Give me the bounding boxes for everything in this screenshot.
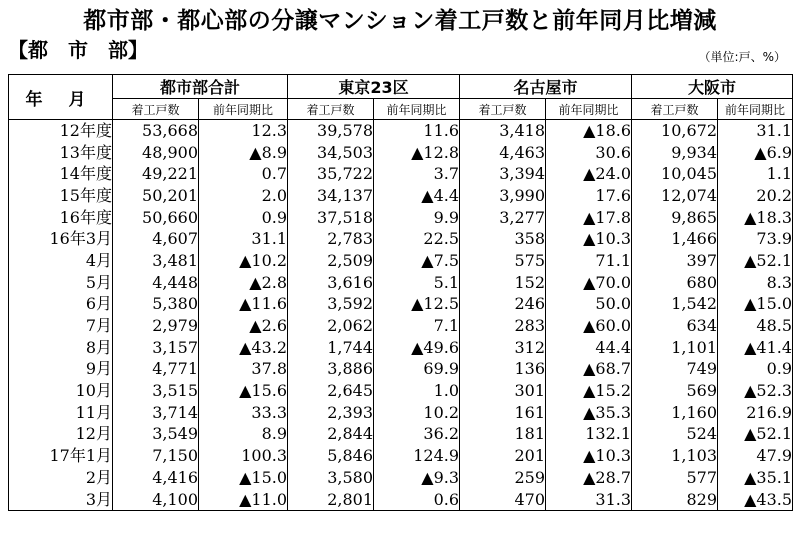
yoy-cell: 12.3 [199, 120, 288, 142]
year-month-header: 年 月 [9, 75, 113, 120]
period-cell: 15年度 [9, 185, 113, 207]
starts-cell: 3,616 [288, 272, 374, 294]
starts-cell: 829 [632, 489, 718, 511]
yoy-cell: 33.3 [199, 402, 288, 424]
table-row [9, 142, 793, 164]
starts-cell: 3,580 [288, 467, 374, 489]
yoy-cell: ▲35.1 [718, 467, 793, 489]
yoy-cell: ▲2.8 [199, 272, 288, 294]
period-cell: 11月 [9, 402, 113, 424]
yoy-cell: 50.0 [546, 294, 632, 316]
table-row [9, 250, 793, 272]
yoy-cell: ▲68.7 [546, 359, 632, 381]
starts-cell: 524 [632, 424, 718, 446]
yoy-cell: ▲4.4 [374, 185, 460, 207]
yoy-cell: ▲15.2 [546, 380, 632, 402]
yoy-cell: ▲12.5 [374, 294, 460, 316]
period-cell: 5月 [9, 272, 113, 294]
yoy-cell: 216.9 [718, 402, 793, 424]
yoy-cell: ▲11.0 [199, 489, 288, 511]
starts-cell: 3,886 [288, 359, 374, 381]
yoy-cell: 20.2 [718, 185, 793, 207]
yoy-cell: ▲15.6 [199, 380, 288, 402]
yoy-cell: ▲10.3 [546, 445, 632, 467]
group-header-tokyo23: 東京23区 [288, 75, 460, 99]
subheader-yoy: 前年同期比 [546, 99, 632, 120]
period-cell: 6月 [9, 294, 113, 316]
yoy-cell: 31.3 [546, 489, 632, 511]
period-cell: 13年度 [9, 142, 113, 164]
starts-cell: 2,062 [288, 315, 374, 337]
yoy-cell: ▲43.5 [718, 489, 793, 511]
starts-cell: 2,783 [288, 228, 374, 250]
starts-cell: 246 [460, 294, 546, 316]
yoy-cell: 0.9 [199, 207, 288, 229]
table-row [9, 185, 793, 207]
yoy-cell: ▲35.3 [546, 402, 632, 424]
period-cell: 10月 [9, 380, 113, 402]
starts-cell: 577 [632, 467, 718, 489]
starts-cell: 2,979 [113, 315, 199, 337]
yoy-cell: ▲43.2 [199, 337, 288, 359]
starts-cell: 680 [632, 272, 718, 294]
yoy-cell: 11.6 [374, 120, 460, 142]
yoy-cell: ▲7.5 [374, 250, 460, 272]
yoy-cell: 100.3 [199, 445, 288, 467]
starts-cell: 3,157 [113, 337, 199, 359]
yoy-cell: ▲12.8 [374, 142, 460, 164]
yoy-cell: 5.1 [374, 272, 460, 294]
yoy-cell: ▲28.7 [546, 467, 632, 489]
subheader-starts: 着工戸数 [288, 99, 374, 120]
yoy-cell: ▲6.9 [718, 142, 793, 164]
starts-cell: 575 [460, 250, 546, 272]
yoy-cell: ▲10.2 [199, 250, 288, 272]
yoy-cell: 8.3 [718, 272, 793, 294]
page-title: 都市部・都心部の分譲マンション着工戸数と前年同月比増減 [83, 8, 717, 34]
table-row [9, 380, 793, 402]
yoy-cell: 48.5 [718, 315, 793, 337]
yoy-cell: 3.7 [374, 163, 460, 185]
yoy-cell: 8.9 [199, 424, 288, 446]
starts-cell: 201 [460, 445, 546, 467]
table-row [9, 272, 793, 294]
starts-cell: 1,466 [632, 228, 718, 250]
unit-label: （単位:戸、%） [698, 50, 786, 64]
yoy-cell: ▲15.0 [718, 294, 793, 316]
yoy-cell: 0.7 [199, 163, 288, 185]
yoy-cell: ▲24.0 [546, 163, 632, 185]
yoy-cell: ▲11.6 [199, 294, 288, 316]
yoy-cell: 36.2 [374, 424, 460, 446]
yoy-cell: ▲2.6 [199, 315, 288, 337]
yoy-cell: 0.9 [718, 359, 793, 381]
table-row [9, 337, 793, 359]
starts-cell: 4,448 [113, 272, 199, 294]
starts-cell: 2,393 [288, 402, 374, 424]
starts-cell: 470 [460, 489, 546, 511]
period-cell: 3月 [9, 489, 113, 511]
starts-cell: 2,509 [288, 250, 374, 272]
starts-cell: 3,549 [113, 424, 199, 446]
period-cell: 17年1月 [9, 445, 113, 467]
subheader-starts: 着工戸数 [113, 99, 199, 120]
yoy-cell: ▲9.3 [374, 467, 460, 489]
table-row [9, 228, 793, 250]
yoy-cell: 7.1 [374, 315, 460, 337]
starts-cell: 301 [460, 380, 546, 402]
starts-cell: 3,481 [113, 250, 199, 272]
starts-cell: 37,518 [288, 207, 374, 229]
table-row [9, 315, 793, 337]
yoy-cell: 71.1 [546, 250, 632, 272]
starts-cell: 1,103 [632, 445, 718, 467]
yoy-cell: ▲70.0 [546, 272, 632, 294]
period-cell: 14年度 [9, 163, 113, 185]
starts-cell: 3,418 [460, 120, 546, 142]
starts-cell: 9,865 [632, 207, 718, 229]
period-cell: 12月 [9, 424, 113, 446]
subheader-yoy: 前年同期比 [374, 99, 460, 120]
starts-cell: 4,771 [113, 359, 199, 381]
starts-cell: 569 [632, 380, 718, 402]
yoy-cell: 30.6 [546, 142, 632, 164]
table-row [9, 467, 793, 489]
table-row [9, 294, 793, 316]
yoy-cell: 37.8 [199, 359, 288, 381]
table-row [9, 489, 793, 511]
starts-cell: 7,150 [113, 445, 199, 467]
starts-cell: 10,672 [632, 120, 718, 142]
starts-cell: 1,101 [632, 337, 718, 359]
yoy-cell: ▲52.1 [718, 250, 793, 272]
starts-cell: 283 [460, 315, 546, 337]
period-cell: 4月 [9, 250, 113, 272]
yoy-cell: 69.9 [374, 359, 460, 381]
starts-cell: 181 [460, 424, 546, 446]
starts-cell: 50,201 [113, 185, 199, 207]
starts-cell: 9,934 [632, 142, 718, 164]
starts-cell: 4,463 [460, 142, 546, 164]
starts-cell: 2,645 [288, 380, 374, 402]
period-cell: 16年度 [9, 207, 113, 229]
subheader-starts: 着工戸数 [632, 99, 718, 120]
starts-cell: 1,542 [632, 294, 718, 316]
starts-cell: 161 [460, 402, 546, 424]
starts-cell: 3,277 [460, 207, 546, 229]
group-header-osaka: 大阪市 [632, 75, 793, 99]
group-header-nagoya: 名古屋市 [460, 75, 632, 99]
yoy-cell: 31.1 [199, 228, 288, 250]
table-row [9, 207, 793, 229]
period-cell: 8月 [9, 337, 113, 359]
starts-cell: 49,221 [113, 163, 199, 185]
starts-cell: 12,074 [632, 185, 718, 207]
subheader-starts: 着工戸数 [460, 99, 546, 120]
yoy-cell: ▲17.8 [546, 207, 632, 229]
yoy-cell: ▲18.6 [546, 120, 632, 142]
table-row [9, 163, 793, 185]
starts-cell: 312 [460, 337, 546, 359]
starts-cell: 749 [632, 359, 718, 381]
yoy-cell: 10.2 [374, 402, 460, 424]
starts-cell: 50,660 [113, 207, 199, 229]
starts-cell: 259 [460, 467, 546, 489]
yoy-cell: 2.0 [199, 185, 288, 207]
group-header-total: 都市部合計 [113, 75, 288, 99]
starts-cell: 48,900 [113, 142, 199, 164]
period-cell: 12年度 [9, 120, 113, 142]
starts-cell: 358 [460, 228, 546, 250]
starts-cell: 4,100 [113, 489, 199, 511]
starts-cell: 397 [632, 250, 718, 272]
yoy-cell: 17.6 [546, 185, 632, 207]
yoy-cell: ▲52.1 [718, 424, 793, 446]
starts-cell: 3,515 [113, 380, 199, 402]
yoy-cell: 1.1 [718, 163, 793, 185]
yoy-cell: 22.5 [374, 228, 460, 250]
starts-cell: 3,990 [460, 185, 546, 207]
yoy-cell: ▲8.9 [199, 142, 288, 164]
starts-cell: 136 [460, 359, 546, 381]
starts-cell: 10,045 [632, 163, 718, 185]
yoy-cell: 132.1 [546, 424, 632, 446]
period-cell: 16年3月 [9, 228, 113, 250]
starts-cell: 3,394 [460, 163, 546, 185]
yoy-cell: 44.4 [546, 337, 632, 359]
yoy-cell: ▲52.3 [718, 380, 793, 402]
starts-cell: 53,668 [113, 120, 199, 142]
yoy-cell: 31.1 [718, 120, 793, 142]
starts-cell: 3,592 [288, 294, 374, 316]
yoy-cell: ▲10.3 [546, 228, 632, 250]
yoy-cell: 73.9 [718, 228, 793, 250]
starts-cell: 152 [460, 272, 546, 294]
yoy-cell: 124.9 [374, 445, 460, 467]
starts-cell: 1,160 [632, 402, 718, 424]
starts-cell: 34,503 [288, 142, 374, 164]
table-row [9, 402, 793, 424]
table-row [9, 120, 793, 142]
starts-cell: 34,137 [288, 185, 374, 207]
starts-cell: 3,714 [113, 402, 199, 424]
starts-cell: 39,578 [288, 120, 374, 142]
period-cell: 2月 [9, 467, 113, 489]
yoy-cell: 1.0 [374, 380, 460, 402]
subheader-yoy: 前年同期比 [718, 99, 793, 120]
starts-cell: 634 [632, 315, 718, 337]
yoy-cell: 47.9 [718, 445, 793, 467]
table-row [9, 359, 793, 381]
starts-cell: 4,416 [113, 467, 199, 489]
yoy-cell: ▲60.0 [546, 315, 632, 337]
subheader-yoy: 前年同期比 [199, 99, 288, 120]
table-body [9, 120, 793, 511]
section-label: 【都 市 部】 [8, 38, 148, 62]
yoy-cell: ▲18.3 [718, 207, 793, 229]
period-cell: 7月 [9, 315, 113, 337]
starts-cell: 4,607 [113, 228, 199, 250]
yoy-cell: ▲49.6 [374, 337, 460, 359]
starts-cell: 5,846 [288, 445, 374, 467]
starts-cell: 1,744 [288, 337, 374, 359]
table-row [9, 424, 793, 446]
starts-cell: 2,844 [288, 424, 374, 446]
starts-cell: 2,801 [288, 489, 374, 511]
yoy-cell: 0.6 [374, 489, 460, 511]
yoy-cell: ▲15.0 [199, 467, 288, 489]
table-row [9, 445, 793, 467]
yoy-cell: 9.9 [374, 207, 460, 229]
housing-starts-table [8, 74, 793, 511]
period-cell: 9月 [9, 359, 113, 381]
starts-cell: 5,380 [113, 294, 199, 316]
yoy-cell: ▲41.4 [718, 337, 793, 359]
starts-cell: 35,722 [288, 163, 374, 185]
